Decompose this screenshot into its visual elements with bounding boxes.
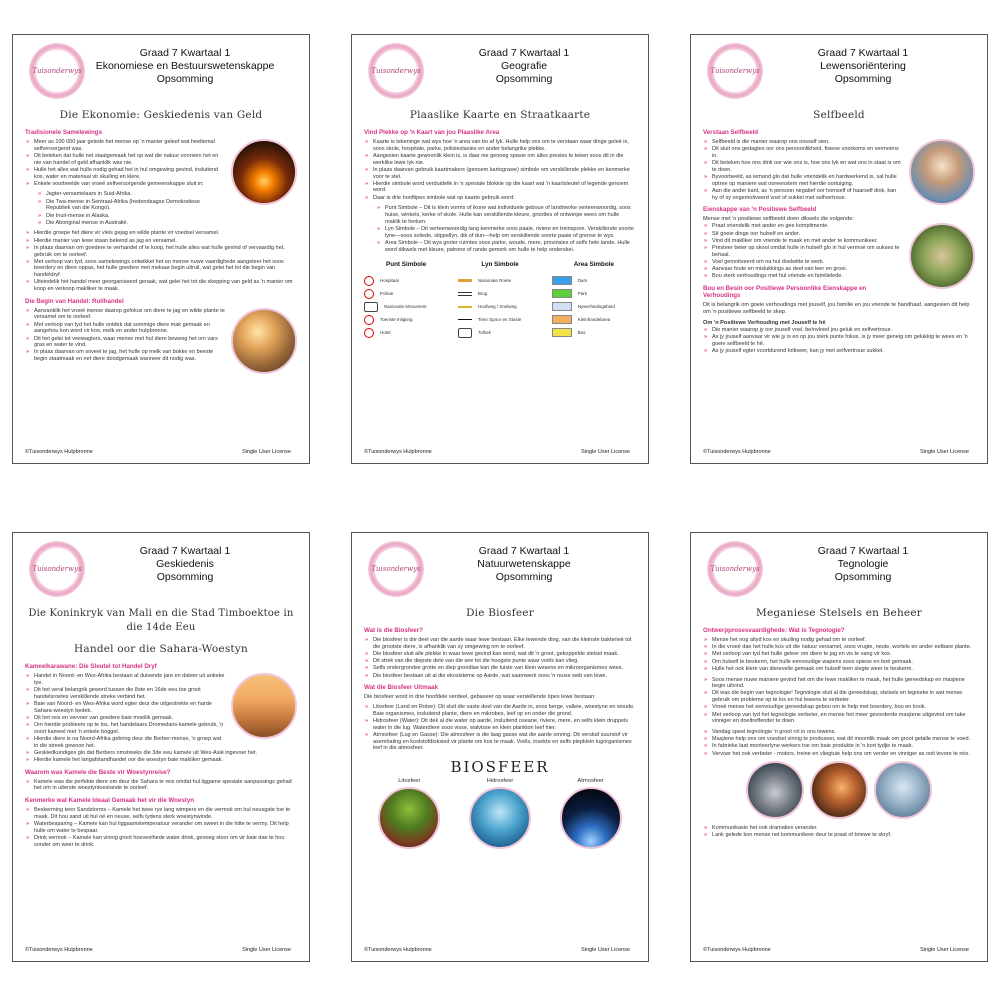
list-item: » Met verloop van tyd het hulle ontdek dat sommige diere mak gemaak en aangehou kon word vir kos, melk en ander hulpbronne. (25, 322, 297, 335)
license: Single User License (242, 449, 291, 455)
summary-title: Opsomming (834, 571, 892, 583)
summary-title: Opsomming (495, 73, 553, 85)
heading: Wat die Biosfeer Uitmaak (364, 684, 439, 692)
page-footer (703, 449, 969, 455)
page-technology (690, 532, 988, 962)
heading: Bou en Besin oor Positiewe Persoonlike Eienskappe en Verhoudings (703, 284, 867, 299)
paragraph: Die biosfeer word in drie hoofdele verdeel, gebaseer op waar verskillende tipes lewe bestaan: (364, 694, 596, 701)
list-item: » Enkele voorbeelde van vroeë selfversorgende gemeenskappe sluit in: (25, 181, 297, 188)
list-item: » Selfbeeld is die manier waarop ons onsself sien. (703, 139, 975, 146)
section-title: Die Koninkryk van Mali en die Stad Timboektoe in die 14de Eeu (28, 608, 294, 633)
list-item: » Area Simbole – Dit wys groter ruimtes soos parke, woude, mere, provinsies of selfs hele lande. Hulle word dikwels met kleure, patrone of rande gemerk om hulle te help onderskei. (376, 240, 636, 253)
route-line-icon (458, 279, 472, 282)
list-item: » Lyn Simbole – Dit verteenwoordig lang kenmerke soos paaie, riviere en treinspore. Verskillende soorte lyne—soos soliede, stippellyn, dik of dun—help om verskillende soorte paaie of grense te wys. (376, 226, 636, 239)
section-title: Die Biosfeer (466, 607, 534, 619)
bullet-list (703, 825, 975, 839)
biosphere-title: BIOSFEER (450, 758, 550, 777)
list-item: » Mense het nog altyd kos en skuiling nodig gehad om te oorleef. (703, 637, 975, 644)
brand-logo: Tuisonderwys (707, 541, 763, 597)
bridge-icon (458, 292, 472, 296)
atmosphere-image (560, 787, 622, 849)
copyright: ©Tuisonderwys Hulpbronne (364, 947, 432, 953)
railway-icon (458, 319, 472, 320)
train-image (810, 761, 868, 819)
heading: Die Begin van Handel: Ruilhandel (25, 297, 124, 305)
page-header (751, 545, 975, 605)
bullet-list (703, 139, 975, 201)
bullet-list (364, 704, 636, 752)
section-title: Die Ekonomie: Geskiedenis van Geld (59, 109, 263, 121)
list-item: » Vandag speel tegnologie 'n groot rol in ons lewens. (703, 729, 975, 736)
bullet-list (703, 223, 975, 280)
list-item: » Dit beteken dat hulle net staatgemaak het op wat die natuur voorsien het en nie van handel of geld afhanklik was nie. (25, 153, 297, 166)
license: Single User License (581, 449, 630, 455)
subheading: Om 'n Positiewe Verhouding met Jouself te hê (703, 319, 826, 326)
page-history (12, 532, 310, 962)
list-item: » Om hierdie probleem op te los, het handelaars Dromedaris-kamele gebruik, 'n soort kameel met 'n enkele boggel. (25, 722, 297, 735)
copyright: ©Tuisonderwys Hulpbronne (364, 449, 432, 455)
paragraph: Mense met 'n positiewe selfbeeld doen dikwels die volgende: (703, 216, 854, 223)
list-item: » Die Inuit-mense in Alaska. (37, 213, 297, 220)
transport-images (703, 761, 975, 819)
list-item: » Die biosfeer bestaan uit al die ekosisteme op Aarde, wat saamwerk soos 'n reuse web van lewe. (364, 673, 636, 680)
grade-title: Graad 7 Kwartaal 1 (139, 545, 231, 557)
list-item: » Praat vriendelik met ander en gee komplimente. (703, 223, 975, 230)
list-item: » Dit strek van die diepste dele van die see tot die hoogste punte waar voëls kan vlieg. (364, 658, 636, 665)
list-item: » Met verloop van tyd het tegnologie verbeter, en mense het meer gevorderde masjiene uitgevind om take vinniger en doeltreffender te doen. (703, 712, 975, 725)
page-header (412, 47, 636, 107)
heading: Eienskappe van 'n Positiewe Selfbeeld (703, 206, 817, 214)
subject-title: Geskiedenis (156, 558, 214, 570)
subject-title: Natuurwetenskappe (477, 558, 571, 570)
list-item: » Aan die ander kant, as 'n persoon negatief oor homself of haarself dink, kan hy of sy ongemotiveerd voel of sukkel met selfvertroue. (703, 188, 975, 201)
car-image (746, 761, 804, 819)
copyright: ©Tuisonderwys Hulpbronne (25, 449, 93, 455)
highway-icon (458, 306, 472, 308)
bullet-list (703, 327, 975, 355)
bullet-list (25, 807, 297, 848)
list-item: » Hierdie manier van lewe staan bekend as jag en versamel. (25, 238, 297, 245)
list-item: » Dit sluit ons gedagtes oor ons persoonlikheid, fisiese voorkoms en vermoëns in. (703, 146, 975, 159)
park-swatch (552, 289, 572, 298)
list-item: » Waterbesparing – Kamele kan hul liggaamstemperatuur verander om sweet in die hitte te vermy. Dit help hulle om water te bespaar. (25, 821, 297, 834)
list-item: » In plaas daarvan om goedere te verhandel of te koop, het hulle alles wat hulle gevind of vervaardig het, gebruik om te oorleef. (25, 245, 297, 258)
page-natural-science (351, 532, 649, 962)
list-item: » Om hulself te beskerm, het hulle eenvoudige wapens soos spiese en boë gemaak. (703, 659, 975, 666)
list-item: » Aangesien kaarte gewoonlik klein is, is daar nie genoeg spasie om alles presies te teken soos dit in die werklike lewe lyk nie. (364, 153, 636, 166)
license: Single User License (920, 449, 969, 455)
list-item: » Bou sterk verhoudings met hul vriende en familielede. (703, 273, 975, 280)
page-footer (25, 947, 291, 953)
list-item: » Hierdie kamele het langafstandhandel oor die woestyn baie makliker gemaak. (25, 757, 297, 764)
bullet-list (703, 637, 975, 673)
page-footer (25, 449, 291, 455)
list-item: » Dit het gelei tot veewagters, waar mense met hul diere beweeg het om vars gras en water te vind. (25, 336, 297, 349)
page-header (412, 545, 636, 605)
copyright: ©Tuisonderwys Hulpbronne (703, 449, 771, 455)
list-item: » Hulle het ook klere van dierevelle gemaak om hulself teen slegte weer te beskerm. (703, 666, 975, 673)
point-symbols: Punt Simbole Hospitaal Polisie Nasionale Monument Toeriste Inligting Hotel (364, 261, 448, 339)
airplane-image (874, 761, 932, 819)
list-item: » In plaas daarvan gebruik kaartmakers (genoem kartograwe) simbole om verskillende plekke en kenmerke voor te stel. (364, 167, 636, 180)
list-item: » Met verloop van tyd het hulle geleer om diere te jag en vis te vang vir kos. (703, 651, 975, 658)
list-item: » Uiteindelik het handel meer georganiseerd geraak, wat gelei het tot die skepping van geld as 'n manier om koop en verkoop makliker te maak. (25, 279, 297, 292)
summary-title: Opsomming (834, 73, 892, 85)
list-item: » Drink vermoë – Kamele kan vinnig groot hoeveelhede water drink, genoeg stoor om vir baie dae te hou sonder om weer te drink. (25, 835, 297, 848)
section-title: Meganiese Stelsels en Beheer (756, 607, 922, 619)
summary-title: Opsomming (156, 571, 214, 583)
list-item: » Hulle het alles wat hulle nodig gehad het in hul omgewing gevind, insluitend kos, water en materiaal vir skuiling en klere. (25, 167, 297, 180)
list-item: » In die vroeë dae het hulle kos uit die natuur versamel, soos vrugte, neute, wortels en ander eetbare plante. (703, 644, 975, 651)
list-item: » Die manier waarop jy oor jouself voel, beïnvloed jou geluk en selfvertroue. (703, 327, 975, 334)
page-footer (703, 947, 969, 953)
lithosphere-image (378, 787, 440, 849)
page-ems (12, 34, 310, 464)
list-item: » Dit het veral belangrik geword tussen die 8ste en 16de eeu toe groot handelsroetes verskillende streke verbind het. (25, 687, 297, 700)
list-item: » Byvoorbeeld, as iemand glo dat hulle vriendelik en hardwerkend is, sal hulle optree op maniere wat ooreenstem met hierdie oortuiging. (703, 174, 975, 187)
bullet-list (25, 779, 297, 792)
list-item: » Aanvanklik het vroeë mense daarop gefokus om diere te jag en wilde plante te versamel om te oorleef. (25, 308, 297, 321)
bullet-list (703, 677, 975, 725)
list-item: » Hierdie simbole word verduidelik in 'n spesiale blokkie op die kaart wat 'n kaartsleutel of legende genoem word. (364, 181, 636, 194)
list-item: » Vroeë mense het eenvoudige gereedskap gebou om te help met boerdery, bou en kook. (703, 704, 975, 711)
list-item: » Kommunikasie het ook dramaties verander. (703, 825, 975, 832)
sub-list (37, 191, 297, 226)
map-legend (364, 261, 636, 339)
brand-logo: Tuisonderwys (368, 541, 424, 597)
list-item: » Presteer beter op skool omdat hulle in hulself glo in hul vermoë om sukses te behaal. (703, 245, 975, 258)
list-item: » In fabrieke laat monteerlyne werkers toe om baie produkte in 'n kort tydjie te maak. (703, 743, 975, 750)
heading: Wat is die Biosfeer? (364, 627, 423, 634)
copyright: ©Tuisonderwys Hulpbronne (703, 947, 771, 953)
heading: Kenmerke wat Kamele Ideaal Gemaak het vir die Woestyn (25, 797, 195, 805)
brand-logo: Tuisonderwys (29, 43, 85, 99)
sub-list (376, 205, 636, 253)
subject-title: Lewensoriëntering (820, 60, 906, 72)
atmosphere: Atmosfeer (560, 778, 622, 849)
list-item: » Hierdie groepe het diere vir vleis gejag en wilde plante vir voedsel versamel. (25, 230, 297, 237)
list-item: » As jy jouself aanvaar vir wie jy is en op jou sterk punte fokus, is jy meer geneig om gelukkig te wees en 'n goeie selfbeeld te hê. (703, 334, 975, 347)
section-title: Selfbeeld (813, 109, 865, 121)
list-item: » Litosfeer (Land en Rotse): Dit sluit die vaste deel van die Aarde in, soos berge, valleie, woestyne en woude. Baie organismes, insluitend plante, diere en mikrobes, leef op en onder die grond. (364, 704, 636, 717)
list-item: » In plaas daarvan om soveel te jag, het hulle op melk van bokke en beeste begin staatmaak en net diere doodgemaak wanneer dit nodig was. (25, 349, 297, 362)
bullet-list (25, 308, 297, 363)
section-title: Plaaslike Kaarte en Straatkaarte (409, 109, 591, 121)
list-item: » Kamele was die perfekte diere om deur die Sahara te reis omdat hul liggame spesiale aanpassings gehad het om in uiterste woestyntoestande te oorleef. (25, 779, 297, 792)
bullet-list (25, 139, 297, 187)
list-item: » Lank gelede kon mense net kommunikeer deur te praat of briewe te skryf. (703, 832, 975, 839)
list-item: » Atmosfeer (Lug en Gasse): Die atmosfeer is die laag gasse wat die aarde omring. Dit verskaf suurstof vir asemhaling en koolstofdioksied vir plante om kos te maak. Voëls, insekte en selfs piepklein lugorganismes leef in die atmosfeer. (364, 732, 636, 752)
sphere-images (364, 778, 636, 849)
list-item: » Hidrosfeer (Water): Dit dek al die water op aarde, insluitend oseane, riviere, mere, en selfs klein druppels water in die lug. Waterdiere soos visse, walvisse en klein plankton leef hier. (364, 718, 636, 731)
page-header (73, 545, 297, 605)
paragraph: Dit is belangrik om goeie verhoudings met jouself, jou familie en jou vriende te handhaaf, aangesien dit help om 'n positiewe selfbeeld te skep. (703, 301, 970, 315)
list-item: » Soos mense nuwe maniere gevind het om die lewe makliker te maak, het hulle gereedskap en masjiene begin uitvind. (703, 677, 975, 690)
list-item: » Dit beteken hoe ons dink oor wie ons is, hoe ons lyk en wat ons in staat is om te doen. (703, 160, 975, 173)
heading: Ontwerpprosesvaardighede: Wat is Tegnologie? (703, 627, 845, 634)
forest-swatch (552, 328, 572, 337)
list-item: » Handel in Noord- en Wes-Afrika bestaan al duisende jare en dateer uit antieke tye. (25, 673, 297, 686)
page-life-orientation (690, 34, 988, 464)
list-item: » Die Aboriginal mense in Australië. (37, 220, 297, 227)
brand-logo: Tuisonderwys (707, 43, 763, 99)
list-item: » Vind dit makliker om vriende te maak en met ander te kommunikeer. (703, 238, 975, 245)
bullet-list (25, 673, 297, 764)
heading: Vind Plekke op 'n Kaart van jou Plaaslike Area (364, 129, 500, 136)
grade-title: Graad 7 Kwartaal 1 (478, 545, 570, 557)
list-item: » Kaarte is tekeninge wat wys hoe 'n area van bo af lyk. Hulle help ons om te verstaan waar dinge geleë is, soos skole, hospitale, parke, polisiestasies en ander belangrike plekke. (364, 139, 636, 152)
list-item: » Die biosfeer sluit alle plekke in waar lewe gevind kan word, wat dit 'n groot, gekoppelde stelsel maak. (364, 651, 636, 658)
area-symbols: Area Simbole Dam Park Nywerheidsgebied Kleinhandelarea Bos (552, 261, 636, 339)
industrial-swatch (552, 302, 572, 311)
grade-title: Graad 7 Kwartaal 1 (817, 545, 909, 557)
dam-swatch (552, 276, 572, 285)
license: Single User License (242, 947, 291, 953)
heading: Tradisionele Samelewings (25, 129, 103, 136)
list-item: » Beskerming teen Sandstorms – Kamele het twee rye lang wimpers en die vermoë om hul neusgate toe te maak. Dit hou sand uit hul oë en neuse, selfs tydens sterk woestynwinde. (25, 807, 297, 820)
list-item: » Vervoer het ook verbeter - motors, treine en vliegtuie help ons om verder en vinniger as ooit tevore te reis. (703, 751, 975, 758)
list-item: » Voel gemotiveerd om na hul doelwitte te werk. (703, 259, 975, 266)
summary-title: Opsomming (495, 571, 553, 583)
list-item: » Meer as 100 000 jaar gelede het mense op 'n manier geleef wat heeltemal selfversorgend was. (25, 139, 297, 152)
list-item: » Dit het reis en vervoer van goedere baie moeilik gemaak. (25, 715, 297, 722)
grade-title: Graad 7 Kwartaal 1 (478, 47, 570, 59)
heading: Verstaan Selfbeeld (703, 129, 759, 136)
list-item: » Masjiene help ons om voedsel vinnig te produseer, wat dit moontlik maak om groot getalle mense te voed. (703, 736, 975, 743)
summary-title: Opsomming (156, 73, 214, 85)
grade-title: Graad 7 Kwartaal 1 (817, 47, 909, 59)
list-item: » Aanvaar foute en mislukkings as deel van leer en groei. (703, 266, 975, 273)
section-subtitle: Handel oor die Sahara-Woestyn (74, 643, 248, 655)
license: Single User License (581, 947, 630, 953)
copyright: ©Tuisonderwys Hulpbronne (25, 947, 93, 953)
brand-logo: Tuisonderwys (29, 541, 85, 597)
list-item: » As jy jouself egter voortdurend kritiseer, kan jy met selfvertroue sukkel. (703, 348, 975, 355)
bullet-list (364, 139, 636, 201)
subject-title: Geografie (500, 60, 548, 72)
heading: Waarom was Kamele die Beste vir Woestynreise? (25, 768, 171, 776)
heading: Kameelkarawane: Die Sleutel tot Handel Dryf (25, 663, 157, 670)
tollgate-icon (458, 328, 472, 338)
list-item: » Jagter-versamelaars in Suid-Afrika. (37, 191, 297, 198)
line-symbols: Lyn Simbole Nasionale Roete Brug Hoofweg / Snelweg Trein Spoor en Stasie Tolhek (458, 261, 542, 339)
info-icon (364, 315, 374, 325)
retail-swatch (552, 315, 572, 324)
lithosphere: Litosfeer (378, 778, 440, 849)
list-item: » Selfs ondergrondse grotte en diep grondlae kan die tuiste van klein wesens en mikroorganismes wees. (364, 665, 636, 672)
list-item: » Daar is drie hooftipes simbole wat op kaarte gebruik word: (364, 195, 636, 202)
list-item: » Die biosfeer is die deel van die aarde waar lewe bestaan. Elke lewende ding, van die kleinste bakterieë tot die grootste diere, is afhanklik van sy omgewing om te oorleef. (364, 637, 636, 650)
subject-title: Ekonomiese en Bestuurswetenskappe (95, 60, 275, 72)
bullet-list (703, 729, 975, 757)
police-icon (364, 289, 374, 299)
brand-logo: Tuisonderwys (368, 43, 424, 99)
list-item: » Dit was die begin van tegnologie! Tegnologie sluit al die gereedskap, stelsels en tegnieke in wat mense gebruik om probleme op te los en hul lewens te verbeter. (703, 690, 975, 703)
subject-title: Tegnologie (837, 558, 889, 570)
page-header (73, 47, 297, 107)
bullet-list (25, 230, 297, 292)
license: Single User License (920, 947, 969, 953)
page-footer (364, 947, 630, 953)
page-header (751, 47, 975, 107)
page-geography (351, 34, 649, 464)
list-item: » Geskiedkundiges glo dat Berbers omstreeks die 3de eeu kamele uit Wes-Asië ingevoer het. (25, 750, 297, 757)
list-item: » Hierdie diere is na Noord-Afrika gebring deur die Berber-mense, 'n groep wat in die streek gewoon het. (25, 736, 297, 749)
list-item: » Punt Simbole – Dit is klein vorms of ikone wat individuele geboue of landmerke verteenwoordig, soos huise, winkels, kerke of skole. Hulle kan verskillende kleure, groottes of ontwerpe wees om hulle maklik te herken. (376, 205, 636, 225)
list-item: » Baie van Noord- en Wes-Afrika word egter deur die uitgestrekte en harde Sahara-woestyn bedek. (25, 701, 297, 714)
hotel-icon (364, 328, 374, 338)
list-item: » Met verloop van tyd, soos samelewings ontwikkel het en mense nuwe vaardighede aangeleer het soos boerdery en diere oppas, het hulle goedere met mekaar begin uitruil, wat gelei het tot die begin van handeldryf. (25, 259, 297, 279)
bullet-list (364, 637, 636, 679)
hydrosphere-image (469, 787, 531, 849)
page-footer (364, 449, 630, 455)
monument-icon (364, 302, 378, 312)
list-item: » Die Twa-mense in Sentraal-Afrika (hedendaagse Demokratiese Republiek van die Kongo). (37, 199, 297, 212)
hospital-icon (364, 276, 374, 286)
grade-title: Graad 7 Kwartaal 1 (139, 47, 231, 59)
list-item: » Sê goeie dinge oor hulself en ander. (703, 231, 975, 238)
hydrosphere: Hidrosfeer (469, 778, 531, 849)
